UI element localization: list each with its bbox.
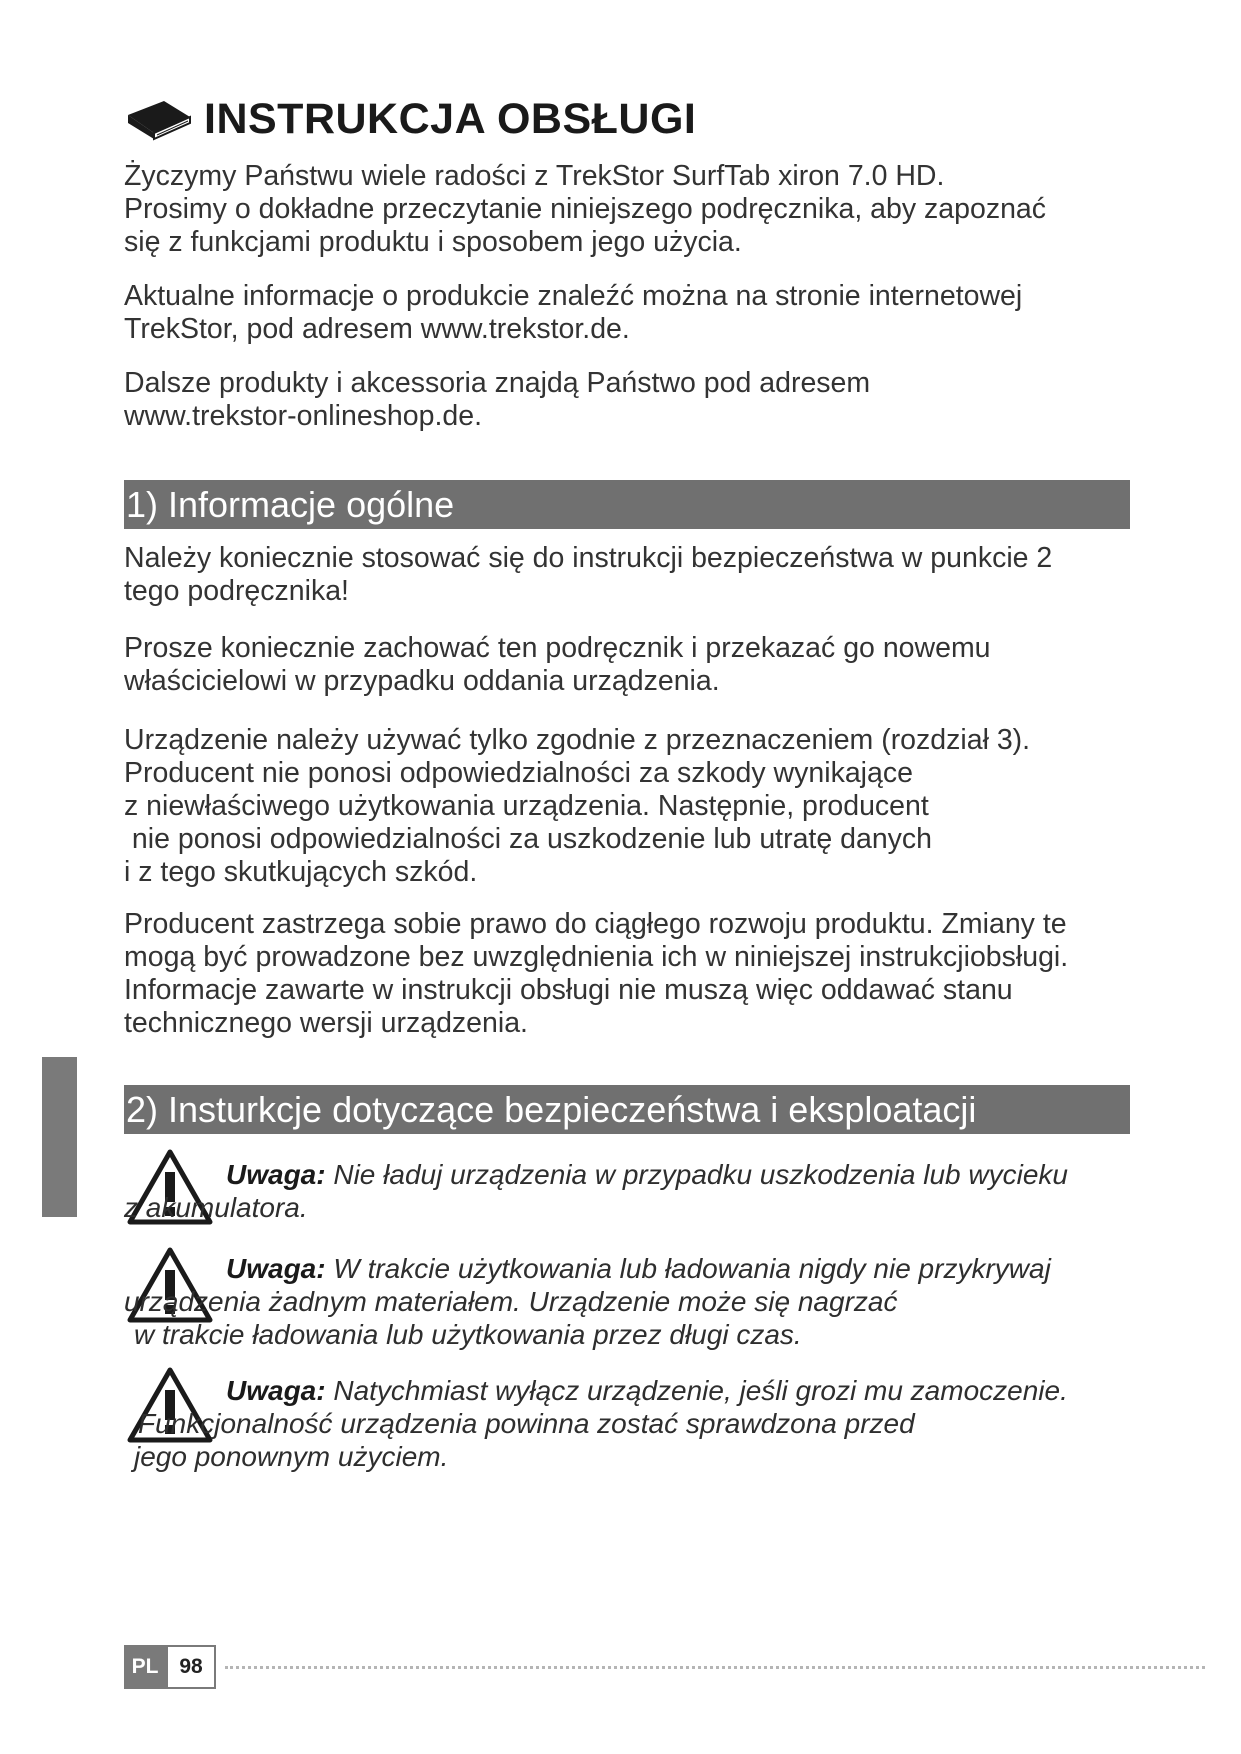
warning-text: Natychmiast wyłącz urządzenie, jeśli grozi mu zamoczenie. (325, 1375, 1068, 1406)
footer-dotted-rule (225, 1666, 1205, 1669)
warning-text: Nie ładuj urządzenia w przypadku uszkodzenia lub wycieku (325, 1159, 1068, 1190)
text-line: Należy koniecznie stosować się do instrukcji bezpieczeństwa w punkcie 2 (124, 542, 1053, 574)
warning-label: Uwaga: (226, 1375, 326, 1406)
text-line: tego podręcznika! (124, 575, 349, 607)
text-line: Prosimy o dokładne przeczytanie niniejszego podręcznika, aby zapoznać (124, 193, 1047, 225)
warning-label: Uwaga: (226, 1253, 326, 1284)
language-badge: PL (124, 1645, 166, 1689)
general-paragraph-3 (124, 724, 1124, 889)
warning-label: Uwaga: (226, 1159, 326, 1190)
text-line: technicznego wersji urządzenia. (124, 1007, 528, 1039)
book-icon (124, 97, 194, 141)
warning-1 (124, 1158, 1134, 1224)
section-heading-safety: 2) Insturkcje dotyczące bezpieczeństwa i eksploatacji (124, 1085, 1130, 1134)
text-line: Życzymy Państwu wiele radości z TrekStor SurfTab xiron 7.0 HD. (124, 160, 945, 192)
title-row (124, 88, 696, 150)
text-line: www.trekstor-onlineshop.de. (124, 400, 483, 432)
warning-text: W trakcie użytkowania lub ładowania nigdy nie przykrywaj (325, 1253, 1051, 1284)
page-footer (124, 1644, 216, 1690)
section-heading-general: 1) Informacje ogólne (124, 480, 1130, 529)
page-title: INSTRUKCJA OBSŁUGI (204, 94, 697, 143)
warning-text: w trakcie ładowania lub użytkowania przez długi czas. (134, 1319, 802, 1350)
text-line: Aktualne informacje o produkcie znaleźć można na stronie internetowej (124, 280, 1023, 312)
text-line: Producent nie ponosi odpowiedzialności za szkody wynikające (124, 757, 913, 789)
text-line: Informacje zawarte w instrukcji obsługi nie muszą więc oddawać stanu (124, 974, 1013, 1006)
warning-2 (124, 1252, 1134, 1351)
text-line: i z tego skutkujących szkód. (124, 856, 478, 888)
text-line: Urządzenie należy używać tylko zgodnie z przeznaczeniem (rozdział 3). (124, 724, 1031, 756)
text-line: Producent zastrzega sobie prawo do ciągłego rozwoju produktu. Zmiany te (124, 908, 1067, 940)
text-line: TrekStor, pod adresem www.trekstor.de. (124, 313, 630, 345)
warning-text: Funkcjonalność urządzenia powinna zostać sprawdzona przed (138, 1408, 915, 1439)
warning-text: z akumulatora. (124, 1192, 308, 1223)
text-line: się z funkcjami produktu i sposobem jego użycia. (124, 226, 742, 258)
text-line: mogą być prowadzone bez uwzględnienia ich w niniejszej instrukcjiobsługi. (124, 941, 1069, 973)
warning-text: urządzenia żadnym materiałem. Urządzenie może się nagrzać (124, 1286, 898, 1317)
warning-3 (124, 1374, 1134, 1473)
text-line: z niewłaściwego użytkowania urządzenia. Następnie, producent (124, 790, 929, 822)
general-paragraph-1 (124, 542, 1124, 608)
general-paragraph-4 (124, 908, 1124, 1040)
text-line: Dalsze produkty i akcessoria znajdą Państwo pod adresem (124, 367, 871, 399)
text-line: nie ponosi odpowiedzialności za uszkodzenie lub utratę danych (124, 823, 933, 855)
general-paragraph-2 (124, 632, 1124, 698)
intro-paragraph-1 (124, 160, 1124, 259)
text-line: Prosze koniecznie zachować ten podręcznik i przekazać go nowemu (124, 632, 991, 664)
intro-paragraph-2 (124, 280, 1124, 346)
text-line: właścicielowi w przypadku oddania urządzenia. (124, 665, 720, 697)
intro-paragraph-3 (124, 367, 1124, 433)
warning-text: jego ponownym użyciem. (134, 1441, 449, 1472)
page-number: 98 (166, 1645, 216, 1689)
side-language-tab (42, 1057, 77, 1217)
